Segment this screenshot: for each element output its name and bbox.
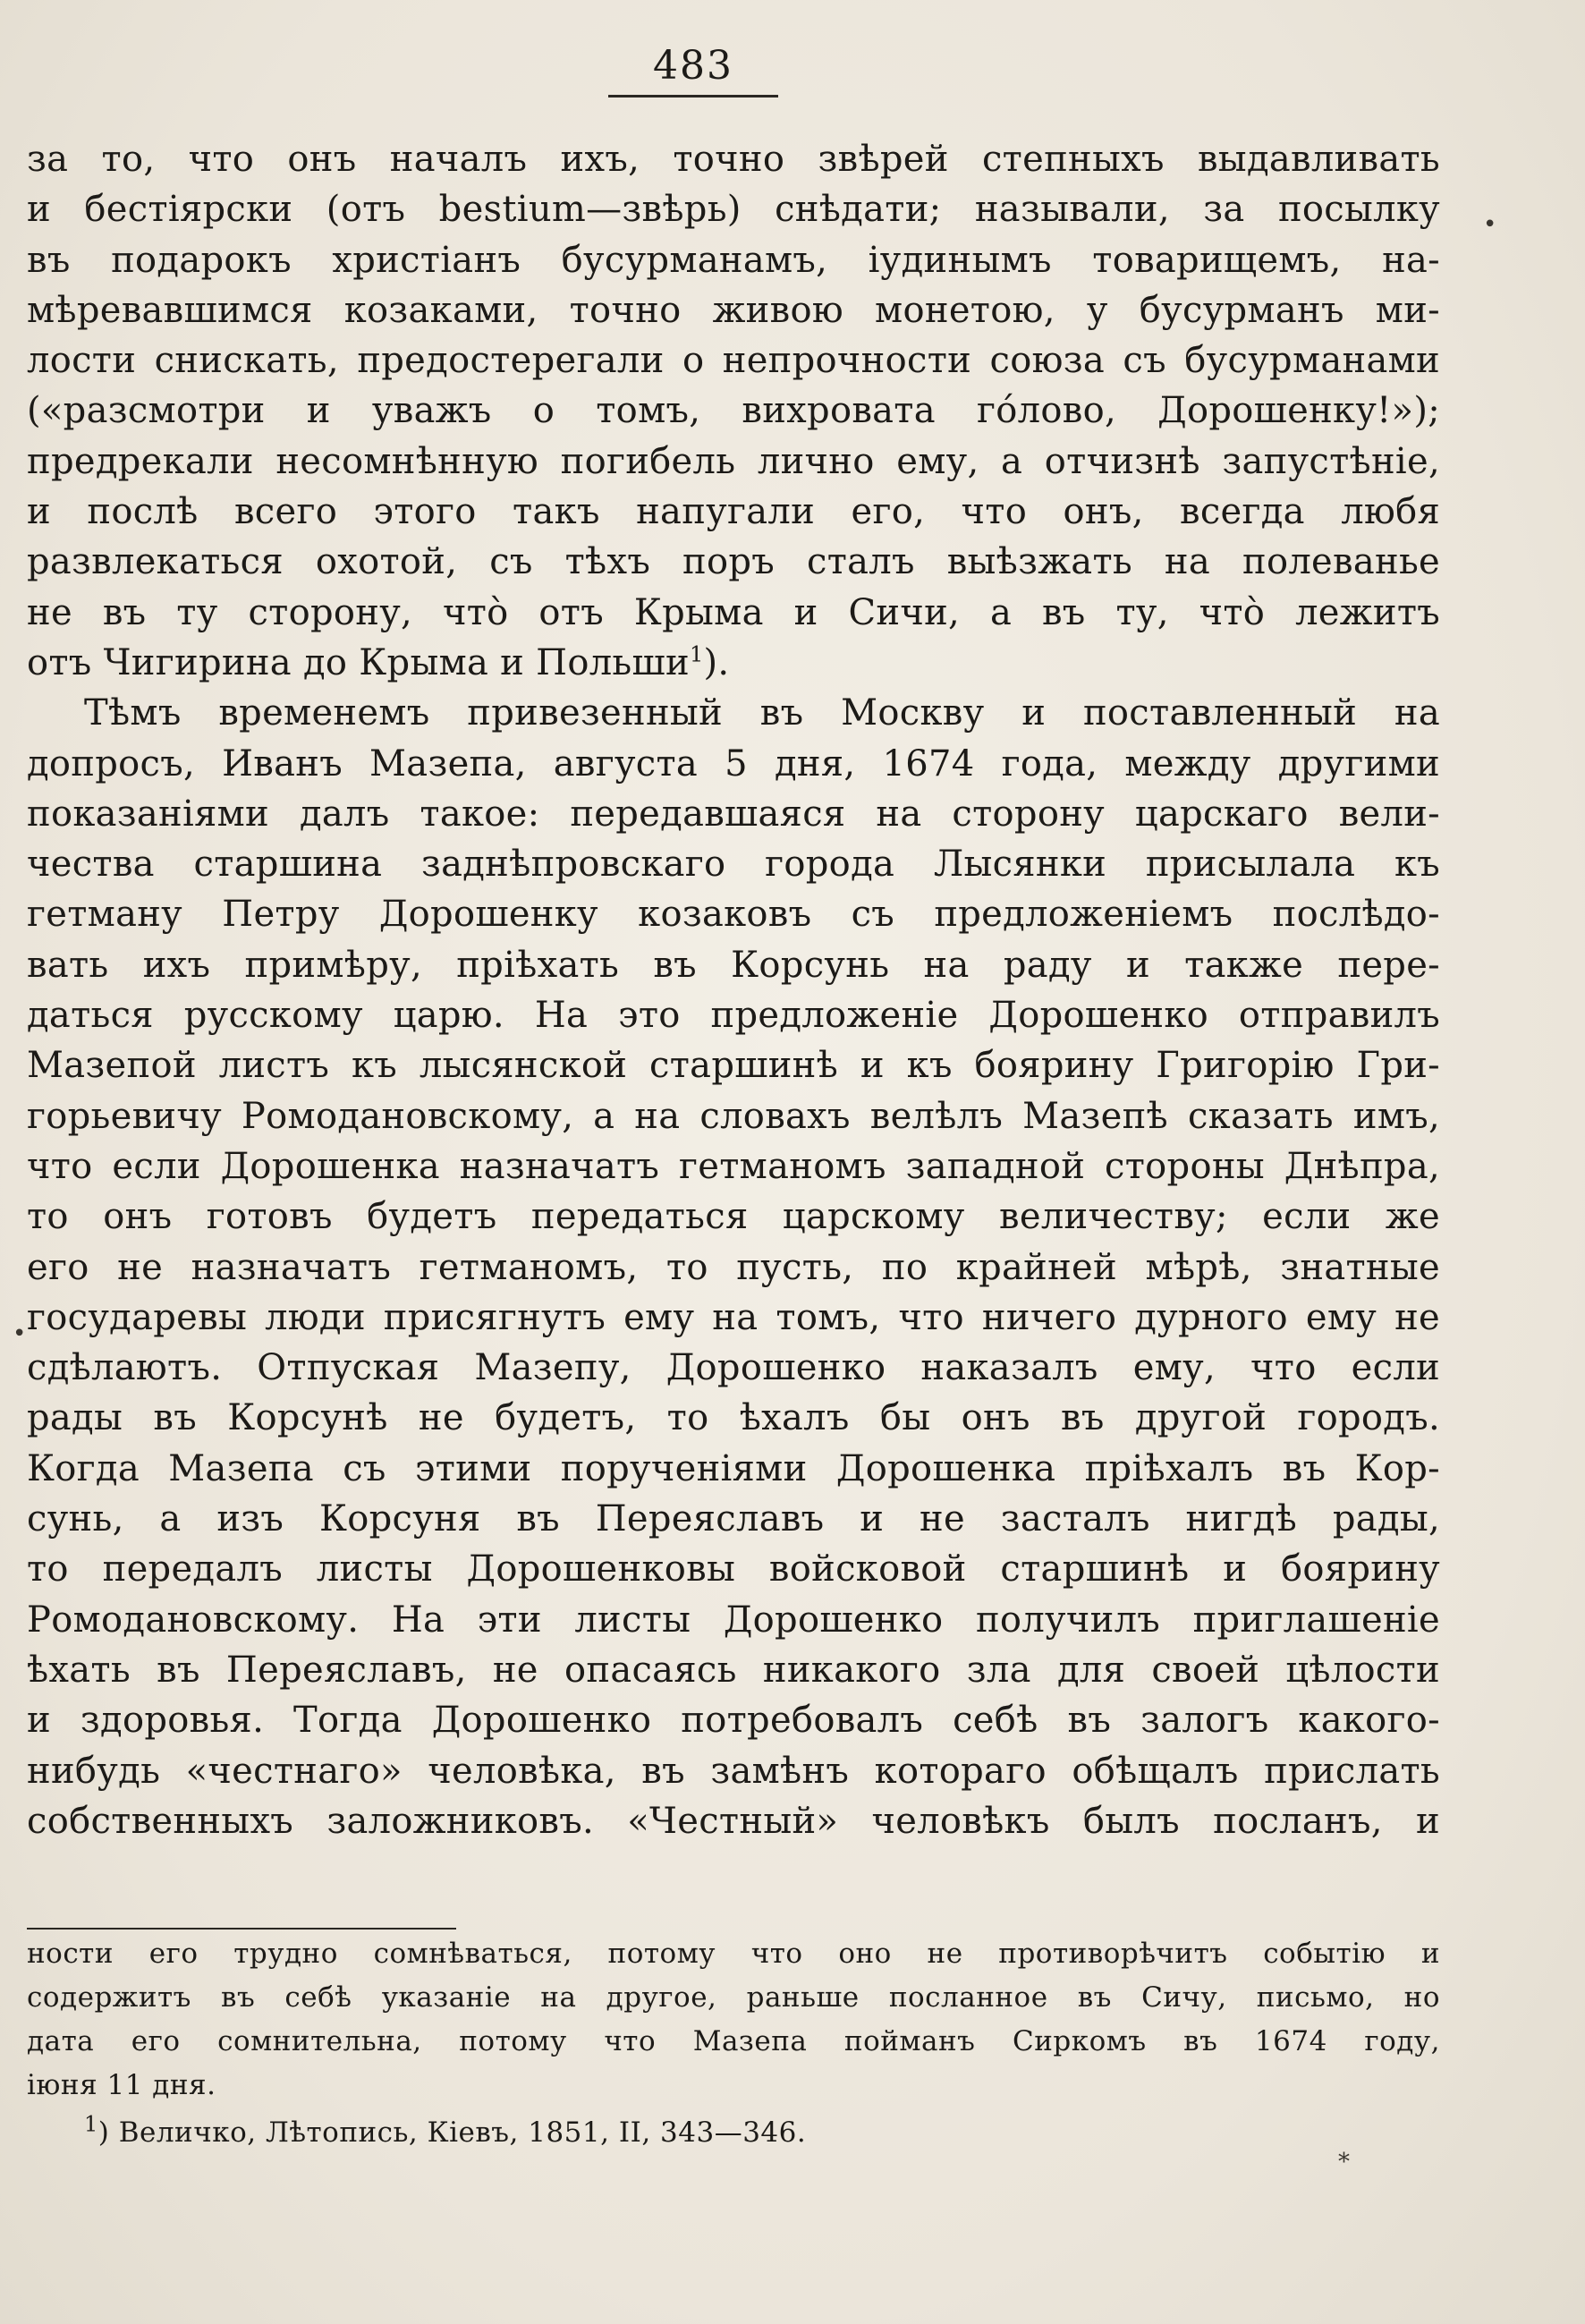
text-line: и здоровья. Тогда Дорошенко потребовалъ себѣ въ залогъ какого- — [27, 1700, 1440, 1742]
text-line: лости снискать, предостерегали о непрочности союза съ бусурманами — [27, 340, 1440, 382]
text-line: Когда Мазепа съ этими порученіями Дорошенка пріѣхалъ въ Кор- — [27, 1447, 1440, 1489]
text-line: гетману Петру Дорошенку козаковъ съ предложеніемъ послѣдо- — [27, 894, 1440, 936]
footnote-1 — [27, 2109, 1440, 2156]
footnote-ref-marker: 1 — [84, 2111, 98, 2137]
page-number: 483 — [653, 43, 733, 89]
text-line: то передалъ листы Дорошенковы войсковой старшинѣ и боярину — [27, 1548, 1440, 1590]
text-line: не въ ту сторону, чтò отъ Крыма и Сичи, а въ ту, чтò лежитъ — [27, 591, 1440, 633]
footnote-marker: 1 — [689, 641, 704, 667]
text-fragment: отъ Чигирина до Крыма и Польши — [27, 641, 690, 683]
text-line: даться русскому царю. На это предложеніе Дорошенко отправилъ — [27, 995, 1440, 1037]
text-line: собственныхъ заложниковъ. «Честный» человѣкъ былъ посланъ, и — [27, 1800, 1440, 1842]
text-line: горьевичу Ромодановскому, а на словахъ велѣлъ Мазепѣ сказать имъ, — [27, 1095, 1440, 1137]
text-line: ѣхать въ Переяславъ, не опасаясь никакого зла для своей цѣлости — [27, 1649, 1440, 1691]
paragraph-first-line: Тѣмъ временемъ привезенный въ Москву и поставленный на — [84, 692, 1440, 734]
text-fragment: ). — [703, 641, 730, 683]
text-line: за то, что онъ началъ ихъ, точно звѣрей степныхъ выдавливать — [27, 139, 1440, 180]
text-line: и послѣ всего этого такъ напугали его, что онъ, всегда любя — [27, 491, 1440, 533]
text-line: что если Дорошенка назначатъ гетманомъ западной стороны Днѣпра, — [27, 1145, 1440, 1187]
footnote-line: содержитъ въ себѣ указаніе на другое, раньше посланное въ Сичу, письмо, но — [27, 1981, 1440, 2014]
text-line: рады въ Корсунѣ не будетъ, то ѣхалъ бы онъ въ другой городъ. — [27, 1397, 1440, 1439]
footnote-ref-text: ) Величко, Лѣтопись, Кіевъ, 1851, II, 343—346. — [97, 2116, 807, 2149]
text-line: сдѣлаютъ. Отпуская Мазепу, Дорошенко наказалъ ему, что если — [27, 1347, 1440, 1389]
text-line: развлекаться охотой, съ тѣхъ поръ сталъ выѣзжать на полеванье — [27, 541, 1440, 583]
text-line: и бестіярски (отъ bestium—звѣрь) снѣдати; называли, за посылку — [27, 189, 1440, 231]
text-line: сунь, а изъ Корсуня въ Переяславъ и не засталъ нигдѣ рады, — [27, 1498, 1440, 1540]
text-line: Мазепой листъ къ лысянской старшинѣ и къ боярину Григорію Гри- — [27, 1045, 1440, 1087]
text-line: показаніями далъ такое: передавшаяся на сторону царскаго вели- — [27, 793, 1440, 835]
text-line: допросъ, Иванъ Мазепа, августа 5 дня, 1674 года, между другими — [27, 742, 1440, 785]
text-line: его не назначатъ гетманомъ, то пусть, по крайней мѣрѣ, знатные — [27, 1246, 1440, 1288]
footnote-line: дата его сомнительна, потому что Мазепа пойманъ Сиркомъ въ 1674 году, — [27, 2025, 1440, 2057]
footnote-line: ности его трудно сомнѣваться, потому что оно не противорѣчитъ событію и — [27, 1938, 1440, 1970]
page-number-rule — [608, 95, 778, 98]
asterisk-mark: * — [1338, 2149, 1350, 2176]
footnote-line: іюня 11 дня. — [27, 2069, 216, 2101]
text-line-last — [27, 638, 1440, 688]
margin-dot-right: • — [1483, 211, 1497, 238]
text-line: нибудь «честнаго» человѣка, въ замѣнъ котораго обѣщалъ прислать — [27, 1750, 1440, 1792]
text-line: вать ихъ примѣру, пріѣхать въ Корсунь на раду и также пере- — [27, 944, 1440, 986]
text-line: чества старшина заднѣпровскаго города Лысянки присылала къ — [27, 844, 1440, 886]
text-line: Ромодановскому. На эти листы Дорошенко получилъ приглашеніе — [27, 1599, 1440, 1641]
text-line: («разсмотри и уважъ о томъ, вихровата гóлово, Дорошенку!»); — [27, 390, 1440, 432]
text-line: государевы люди присягнутъ ему на томъ, что ничего дурного ему не — [27, 1296, 1440, 1338]
footnote-separator — [27, 1928, 456, 1930]
text-line: предрекали несомнѣнную погибель лично ему, а отчизнѣ запустѣніе, — [27, 440, 1440, 482]
text-line: въ подарокъ христіанъ бусурманамъ, іудинымъ товарищемъ, на- — [27, 239, 1440, 281]
body-text — [27, 134, 1440, 1846]
text-line: мѣревавшимся козаками, точно живою монетою, у бусурманъ ми- — [27, 289, 1440, 331]
margin-dot-left: • — [13, 1320, 27, 1347]
text-line: то онъ готовъ будетъ передаться царскому величеству; если же — [27, 1196, 1440, 1238]
footnotes — [27, 1932, 1440, 2156]
